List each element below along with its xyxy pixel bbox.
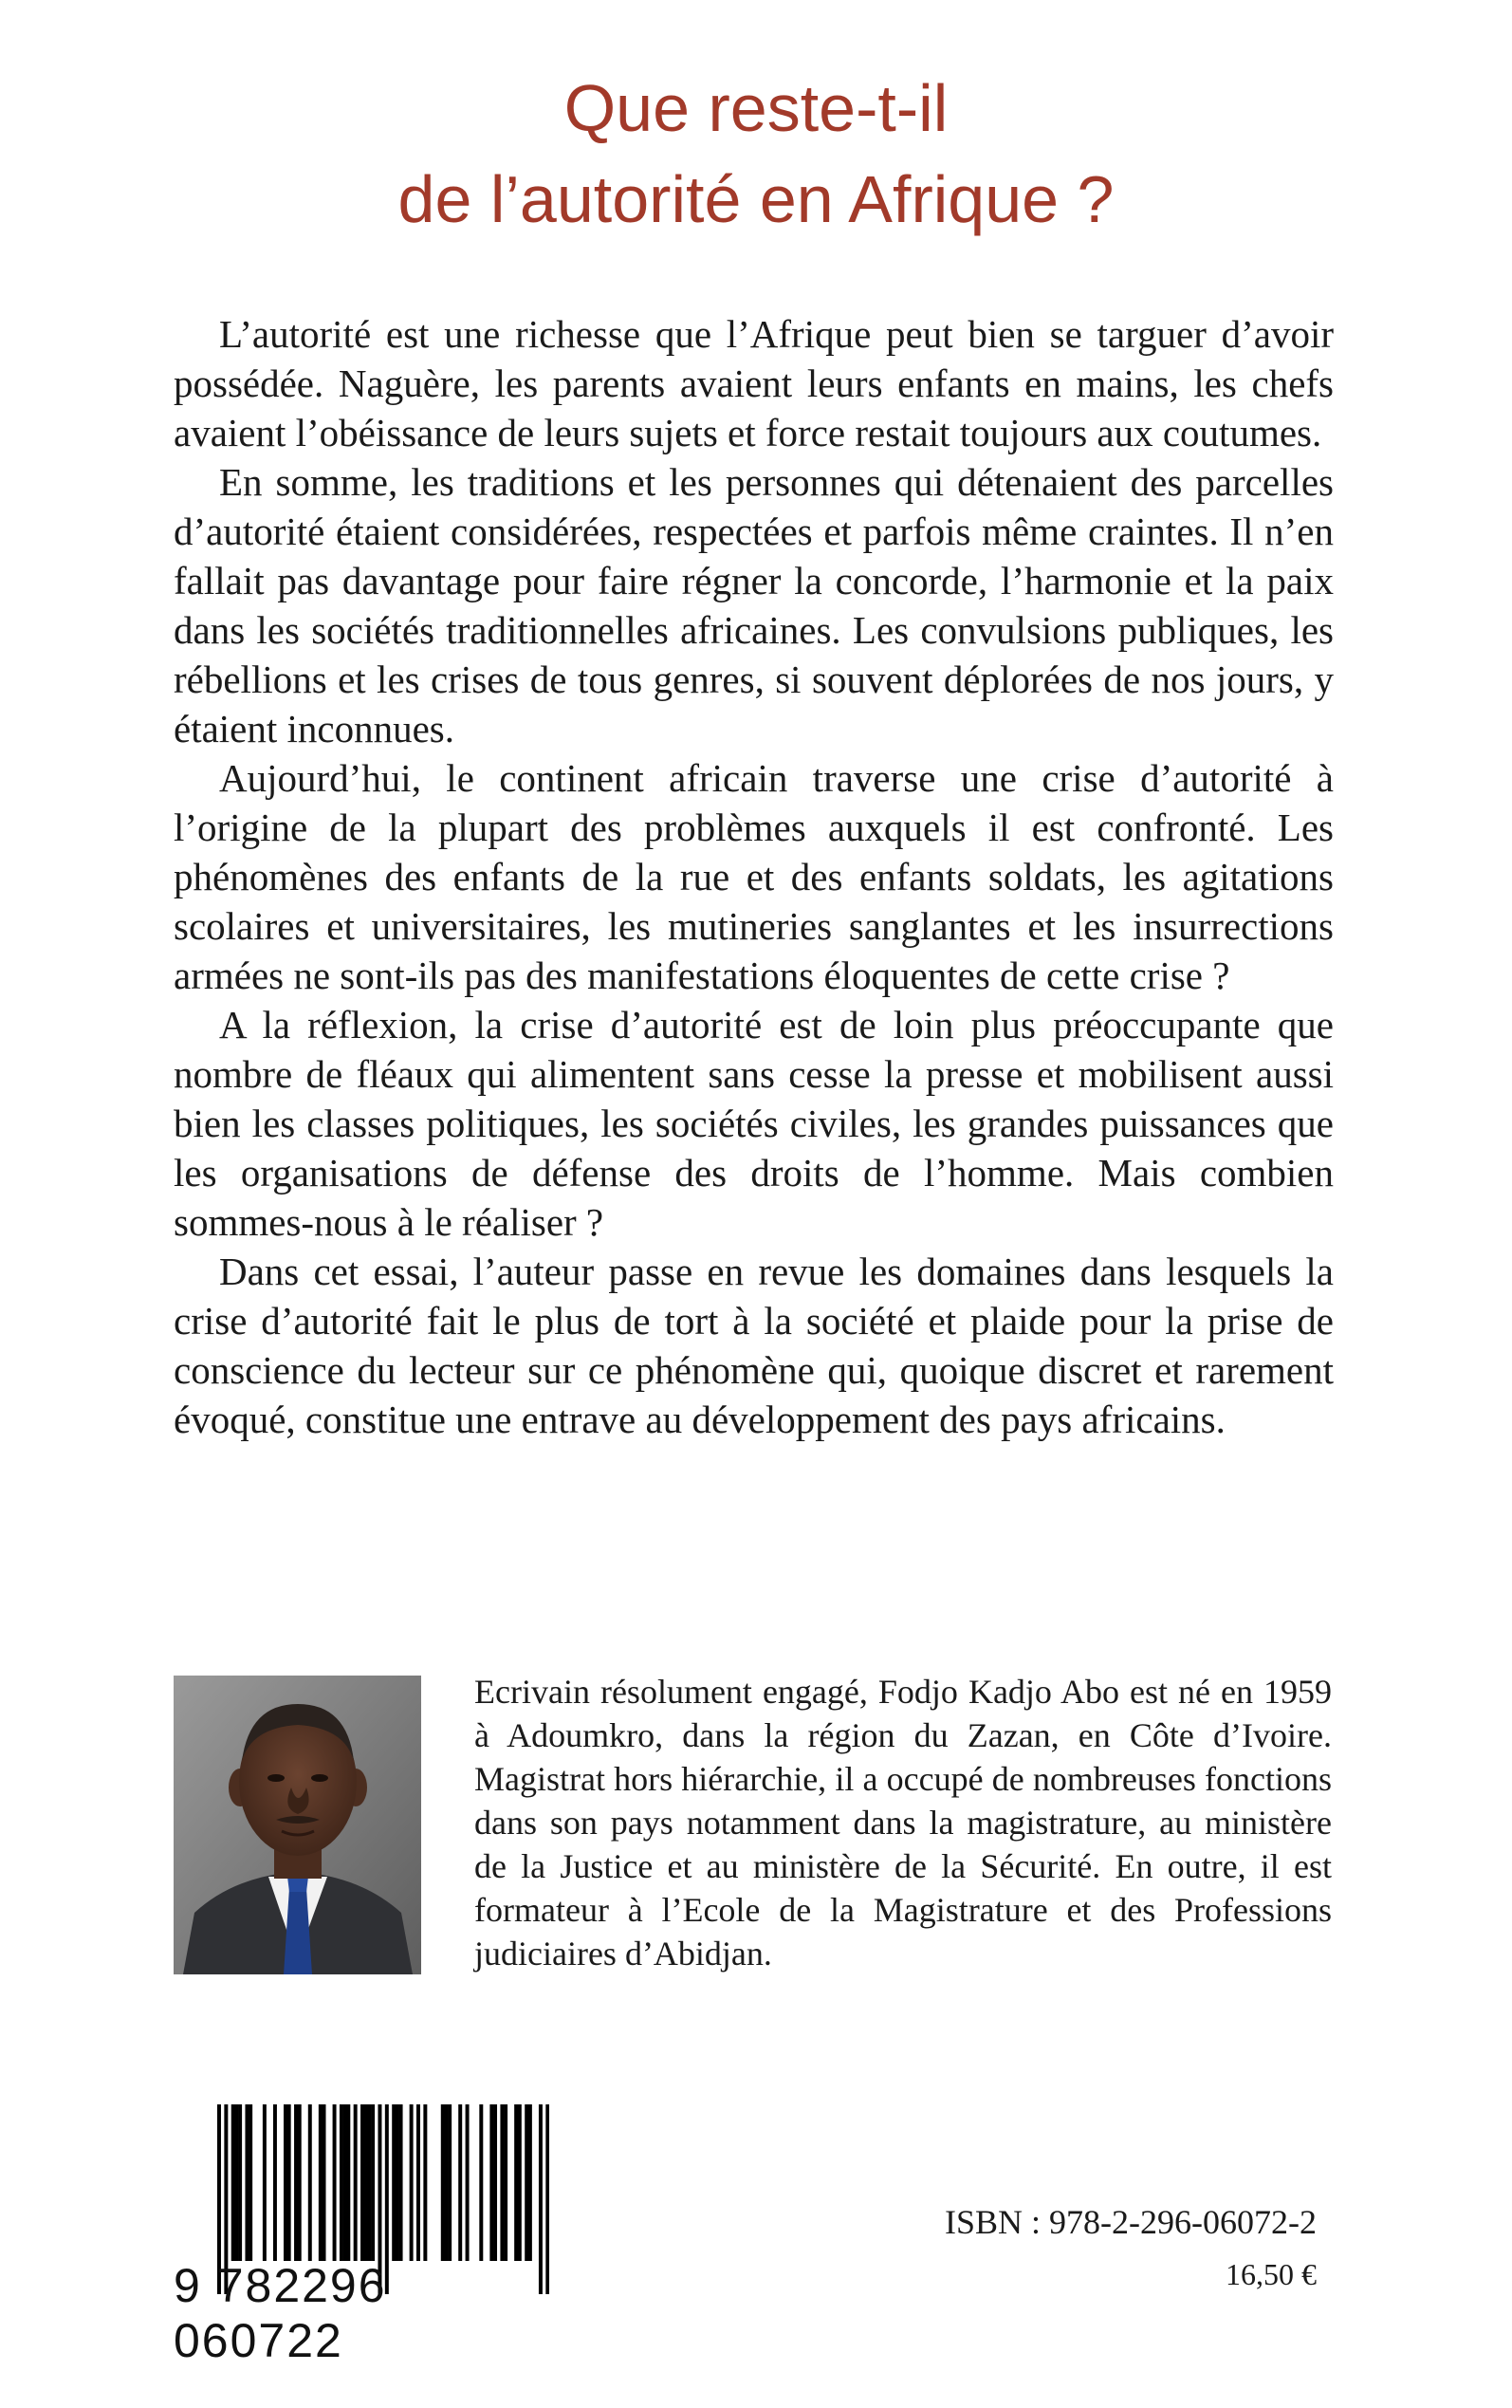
barcode-bar (298, 2104, 302, 2261)
barcode-bar (245, 2104, 249, 2261)
title-line-2: de l’autorité en Afrique ? (397, 162, 1115, 236)
barcode-bar (528, 2104, 532, 2261)
barcode-bar (323, 2104, 326, 2261)
barcode-bar (263, 2104, 267, 2261)
barcode-bar (319, 2104, 323, 2261)
barcode-bar (518, 2104, 522, 2261)
barcode-bar (234, 2104, 238, 2261)
barcode-bar (287, 2104, 291, 2261)
barcode-bar (294, 2104, 298, 2261)
summary-text (174, 309, 1334, 1444)
barcode-bar (392, 2104, 396, 2261)
barcode-bar (504, 2104, 507, 2261)
barcode-bar (371, 2104, 375, 2261)
barcode-bar (354, 2104, 358, 2261)
barcode-bar (410, 2104, 414, 2261)
barcode-bar (448, 2104, 452, 2261)
barcode-bar (360, 2104, 364, 2261)
barcode-bar (333, 2104, 337, 2261)
barcode-bar (367, 2104, 371, 2261)
summary-paragraph: En somme, les traditions et les personnes qui détenaient des parcelles d’autorité étaient considérées, respectées et parfois même craintes. Il n’en fallait pas davantage pour faire régner la concorde, l’harmonie et la paix dans les sociétés traditionnelles africaines. Les convulsions publiques, les rébellions et les crises de tous genres, si souvent déplorées de nos jours, y étaient inconnues. (174, 460, 1334, 750)
title-line-1: Que reste-t-il (563, 71, 949, 145)
summary-paragraph: Dans cet essai, l’auteur passe en revue les domaines dans lesquels la crise d’autorité fait le plus de tort à la société et plaide pour la prise de conscience du lecteur sur ce phénomène qui, quoique discret et rarement évoqué, constitue une entrave au développement des pays africains. (174, 1250, 1334, 1441)
author-bio: Ecrivain résolument engagé, Fodjo Kadjo Abo est né en 1959 à Adoumkro, dans la région du Zazan, en Côte d’Ivoire. Magistrat hors hiérarchie, il a occupé de nombreuses fonctions dans son pays notamment dans la magistrature, au ministère de la Justice et au ministère de la Sécurité. En outre, il est formateur à l’Ecole de la Magistrature et des Professions judiciaires d’Abidjan. (474, 1673, 1332, 1973)
barcode-bar (514, 2104, 518, 2261)
barcode-bar (249, 2104, 252, 2261)
author-photo (174, 1676, 421, 1974)
summary-paragraph: A la réflexion, la crise d’autorité est de loin plus préoccupante que nombre de fléaux qui alimentent sans cesse la presse et mobilisent aussi bien les classes politiques, les sociétés civiles, les grandes puissances que les organisations de défense des droits de l’homme. Mais combien sommes-nous à le réaliser ? (174, 1003, 1334, 1244)
price: 16,50 € (1226, 2257, 1317, 2291)
barcode-bar (273, 2104, 277, 2261)
barcode-bar (346, 2104, 350, 2261)
barcode-bar (308, 2104, 312, 2261)
barcode-bar (364, 2104, 368, 2261)
barcode-bar (493, 2104, 497, 2261)
barcode-bar (489, 2104, 493, 2261)
barcode-bar (441, 2104, 445, 2261)
barcode-bar (343, 2104, 347, 2261)
barcode-bar (466, 2104, 470, 2261)
barcode-bar (423, 2104, 427, 2261)
barcode-bar (444, 2104, 448, 2261)
barcode-bar (399, 2104, 403, 2261)
barcode-bar (479, 2104, 483, 2261)
barcode-bar (396, 2104, 399, 2261)
barcode-bar (238, 2104, 242, 2261)
barcode-bar (284, 2104, 287, 2261)
book-title (0, 63, 1512, 245)
isbn: ISBN : 978-2-296-06072-2 (945, 2203, 1317, 2241)
summary-paragraph: Aujourd’hui, le continent africain traverse une crise d’autorité à l’origine de la plupart des problèmes auxquels il est confronté. Les phénomènes des enfants de la rue et des enfants soldats, les agitations scolaires et universitaires, les mutineries sanglantes et les insurrections armées ne sont-ils pas des manifestations éloquentes de cette crise ? (174, 756, 1334, 997)
barcode-digits: 9 782296 060722 (174, 2259, 387, 2367)
author-portrait-icon (174, 1676, 421, 1974)
barcode-bar (340, 2104, 343, 2261)
barcode-bar (500, 2104, 504, 2261)
summary-paragraph: L’autorité est une richesse que l’Afrique peut bien se targuer d’avoir possédée. Naguère, les parents avaient leurs enfants en mains, les chefs avaient l’obéissance de leurs sujets et force restait toujours aux coutumes. (174, 312, 1334, 454)
barcode-bar (231, 2104, 235, 2261)
barcode-bar (525, 2104, 528, 2261)
barcode-bar (458, 2104, 462, 2261)
barcode-bar (416, 2104, 420, 2261)
